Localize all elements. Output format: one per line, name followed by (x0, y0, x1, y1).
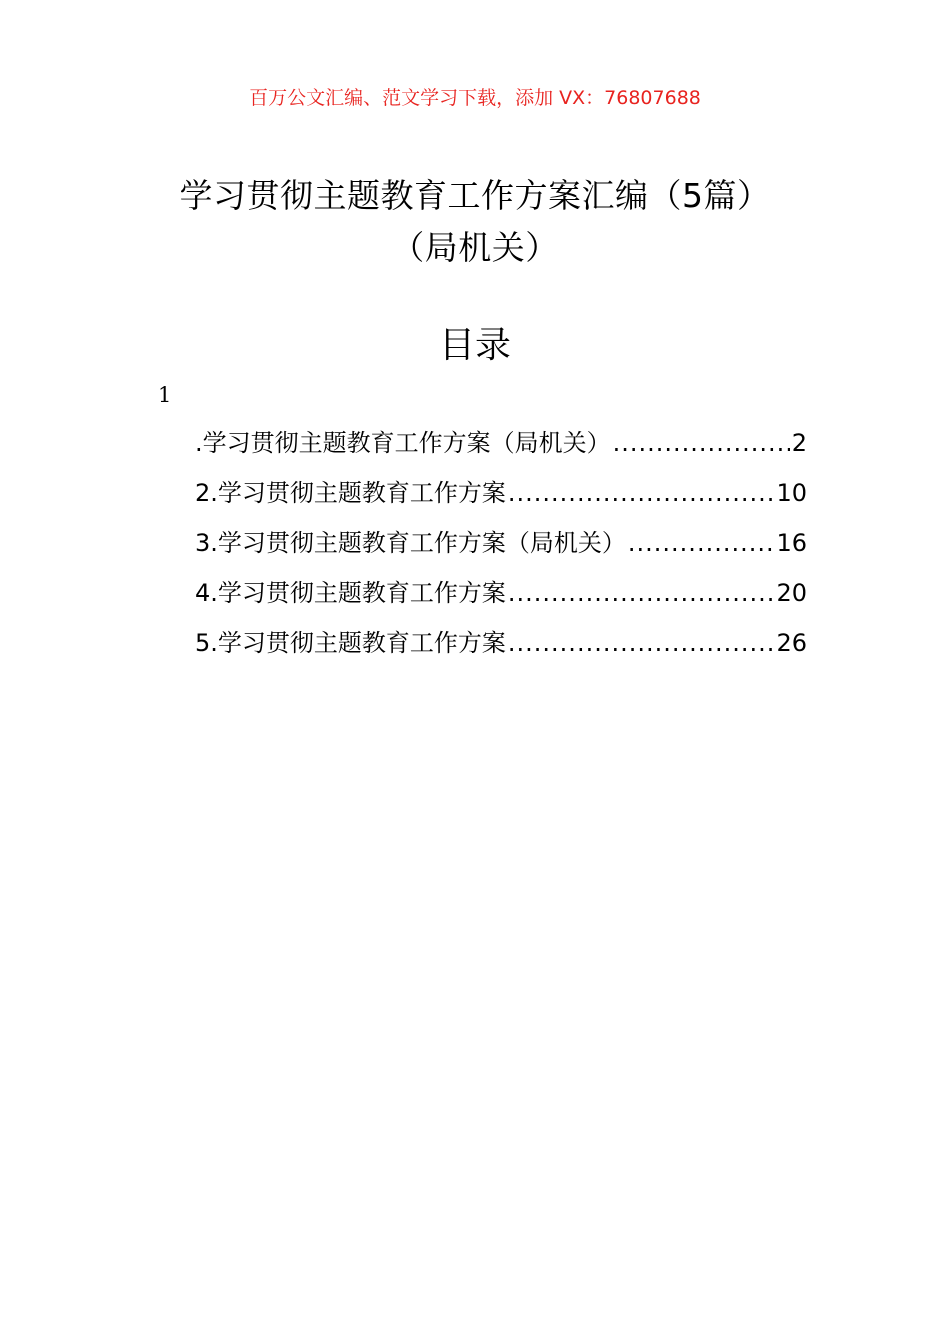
toc-dot-leader (613, 423, 790, 463)
toc-page-number: 16 (776, 529, 807, 557)
toc-entry-3[interactable] (195, 523, 807, 573)
toc-page-number: 20 (776, 579, 807, 607)
toc-entry-title: 3.学习贯彻主题教育工作方案（局机关） (195, 529, 626, 557)
document-title (60, 170, 890, 274)
toc-entry-title: 2.学习贯彻主题教育工作方案 (195, 479, 506, 507)
toc-dot-leader (508, 573, 775, 613)
toc-entry-4[interactable] (195, 573, 807, 623)
toc-entry-title: .学习贯彻主题教育工作方案（局机关） (195, 429, 611, 457)
toc-entry-5[interactable] (195, 623, 807, 673)
header-banner: 百万公文汇编、范文学习下载，添加 VX：76807688 (249, 87, 701, 109)
toc-page-number: 2 (791, 429, 807, 457)
toc-dot-leader (628, 523, 775, 563)
toc-page-number: 26 (776, 629, 807, 657)
toc-page-number: 10 (776, 479, 807, 507)
table-of-contents (195, 423, 807, 673)
toc-entry-title: 4.学习贯彻主题教育工作方案 (195, 579, 506, 607)
toc-entry-title: 5.学习贯彻主题教育工作方案 (195, 629, 506, 657)
toc-entry-1[interactable] (195, 423, 807, 473)
toc-dot-leader (508, 623, 775, 663)
title-line-1: 学习贯彻主题教育工作方案汇编（5篇） (179, 176, 771, 215)
toc-heading: 目录 (438, 325, 511, 366)
toc-entry-2[interactable] (195, 473, 807, 523)
toc-dot-leader (508, 473, 775, 513)
title-line-2: （局机关） (391, 228, 559, 267)
list-marker: 1 (158, 383, 172, 407)
